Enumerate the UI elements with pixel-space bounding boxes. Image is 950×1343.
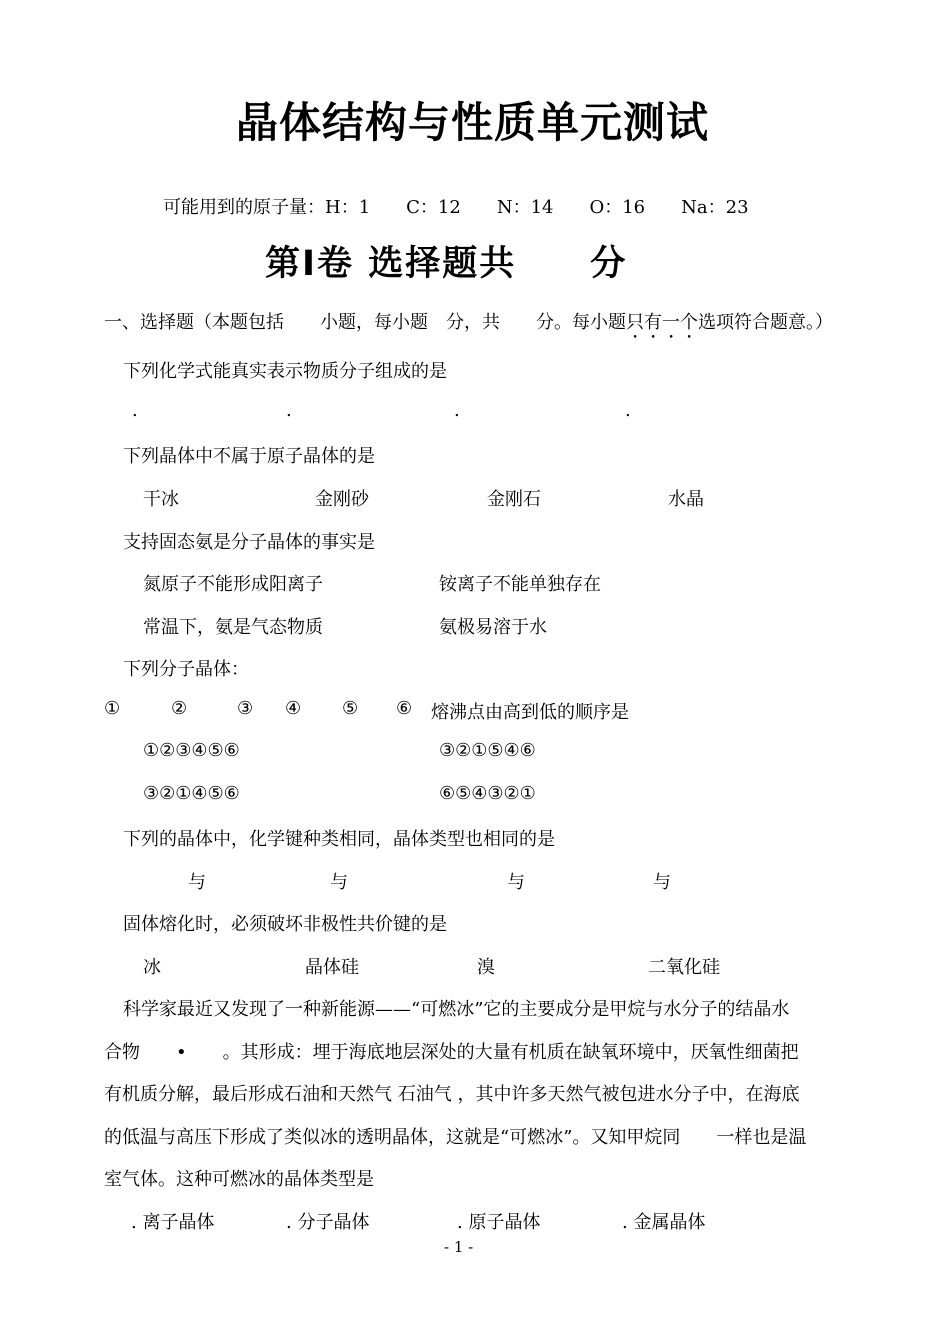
section-instructions [104, 308, 833, 343]
question-2-option-c: 金刚石 [487, 489, 541, 510]
question-3-option-c: 常温下，氨是气态物质 [143, 617, 323, 638]
question-5-option-b: 与 [330, 872, 348, 893]
question-7-option-c: . 原子晶体 [457, 1212, 541, 1233]
instructions-emphasis: 只有一个 [626, 312, 698, 333]
question-7-line-5: 室气体。这种可燃冰的晶体类型是 [104, 1169, 374, 1190]
question-7-line-3: 有机质分解，最后形成石油和天然气 石油气 ，其中许多天然气被包进水分子中，在海底 [104, 1084, 800, 1105]
question-4-option-b: ③②①⑤④⑥ [439, 740, 536, 761]
question-6-stem: 固体熔化时，必须破坏非极性共价键的是 [123, 914, 447, 935]
question-5-option-d: 与 [653, 872, 671, 893]
atomic-masses-note: 可能用到的原子量：H：1 C：12 N：14 O：16 Na：23 [163, 197, 749, 218]
question-4-stem: 下列分子晶体： [123, 659, 249, 680]
question-4-marker-1: ① [104, 698, 121, 719]
question-7-line-2: 合物 • 。其形成：埋于海底地层深处的大量有机质在缺氧环境中，厌氧性细菌把 [104, 1042, 799, 1063]
question-7-line-4: 的低温与高压下形成了类似冰的透明晶体，这就是“可燃冰”。又知甲烷同 一样也是温 [104, 1127, 807, 1148]
question-2-option-d: 水晶 [668, 489, 704, 510]
question-5-option-a: 与 [188, 872, 206, 893]
question-7-line-1: 科学家最近又发现了一种新能源——“可燃冰”它的主要成分是甲烷与水分子的结晶水 [123, 999, 790, 1020]
question-6-option-c: 溴 [477, 957, 495, 978]
page-number: - 1 - [444, 1238, 474, 1256]
question-7-option-a: . 离子晶体 [131, 1212, 215, 1233]
question-2-option-a: 干冰 [143, 489, 179, 510]
section-heading: 第Ⅰ卷 选择题共 分 [265, 244, 628, 284]
question-5-stem: 下列的晶体中，化学键种类相同，晶体类型也相同的是 [123, 829, 555, 850]
question-3-option-d: 氨极易溶于水 [439, 617, 547, 638]
question-6-option-b: 晶体硅 [305, 957, 359, 978]
question-4-option-d: ⑥⑤④③②① [439, 783, 536, 804]
question-3-stem: 支持固态氨是分子晶体的事实是 [123, 532, 375, 553]
question-3-option-a: 氮原子不能形成阳离子 [143, 574, 323, 595]
question-2-stem: 下列晶体中不属于原子晶体的是 [123, 446, 375, 467]
question-6-option-a: 冰 [143, 957, 161, 978]
question-4-option-a: ①②③④⑤⑥ [143, 740, 240, 761]
question-7-option-d: . 金属晶体 [622, 1212, 706, 1233]
question-4-tail: 熔沸点由高到低的顺序是 [431, 702, 629, 723]
question-1-option-d: . [625, 400, 631, 421]
question-1-option-a: . [132, 400, 138, 421]
instructions-text-a: 一、选择题（本题包括 小题，每小题 分，共 分。每小题 [104, 312, 626, 333]
question-2-option-b: 金刚砂 [315, 489, 369, 510]
question-1-option-b: . [286, 400, 292, 421]
question-6-option-d: 二氧化硅 [648, 957, 720, 978]
question-4-option-c: ③②①④⑤⑥ [143, 783, 240, 804]
question-4-marker-6: ⑥ [396, 698, 413, 719]
question-4-marker-2: ② [171, 698, 188, 719]
question-3-option-b: 铵离子不能单独存在 [439, 574, 601, 595]
instructions-text-b: 选项符合题意。） [698, 312, 833, 333]
question-7-option-b: . 分子晶体 [286, 1212, 370, 1233]
question-4-marker-3: ③ [237, 698, 254, 719]
question-1-option-c: . [454, 400, 460, 421]
question-5-option-c: 与 [507, 872, 525, 893]
question-1-stem: 下列化学式能真实表示物质分子组成的是 [123, 361, 447, 382]
question-4-marker-5: ⑤ [342, 698, 359, 719]
document-title: 晶体结构与性质单元测试 [236, 98, 710, 147]
question-4-marker-4: ④ [285, 698, 302, 719]
